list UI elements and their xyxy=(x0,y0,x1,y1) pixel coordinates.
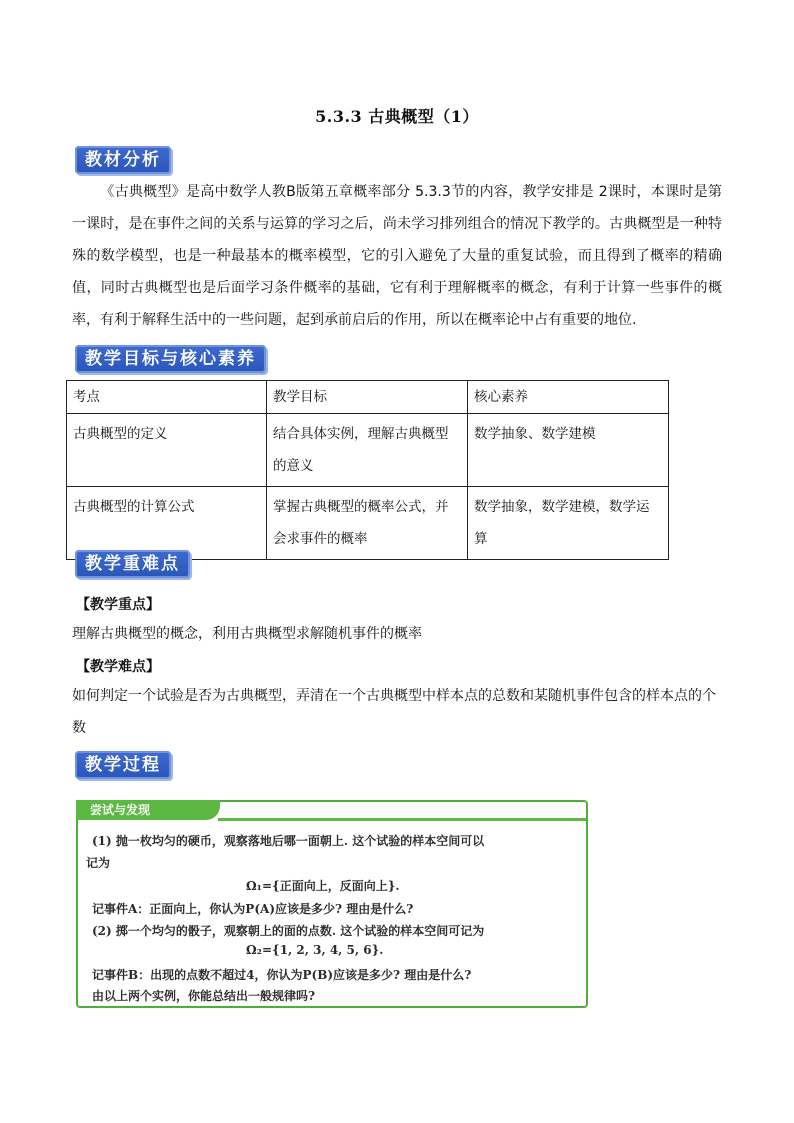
table-header-row xyxy=(67,381,669,414)
figure-text-line: 记事件B：出现的点数不超过4，你认为P(B)应该是多少? 理由是什么? xyxy=(92,968,472,982)
table-header-cell: 核心素养 xyxy=(468,381,669,414)
table-header-cell: 教学目标 xyxy=(267,381,468,414)
figure-text-line: 记事件A：正面向上，你认为P(A)应该是多少? 理由是什么? xyxy=(92,902,414,916)
figure-text-line: 记为 xyxy=(86,856,111,870)
key-point-label: 【教学重点】 xyxy=(76,597,160,613)
analysis-paragraph xyxy=(72,176,722,336)
table-header-cell: 考点 xyxy=(67,381,267,414)
difficult-point-label: 【教学难点】 xyxy=(76,659,160,675)
section-heading-analysis: 教材分析 xyxy=(75,146,171,174)
table-row xyxy=(67,414,669,487)
table-cell: 古典概型的计算公式 xyxy=(67,487,267,560)
table-cell: 结合具体实例，理解古典概型的意义 xyxy=(267,414,468,487)
table-row xyxy=(67,487,669,560)
section-heading-goals: 教学目标与核心素养 xyxy=(75,345,266,373)
table-cell: 古典概型的定义 xyxy=(67,414,267,487)
figure-text-line: (2) 掷一个均匀的骰子，观察朝上的面的点数. 这个试验的样本空间可记为 xyxy=(92,924,485,938)
figure-text-line: 由以上两个实例，你能总结出一般规律吗? xyxy=(92,989,316,1003)
table-cell: 数学抽象，数学建模，数学运算 xyxy=(468,487,669,560)
figure-tab-label: 尝试与发现 xyxy=(76,800,220,820)
key-point-text: 理解古典概型的概念，利用古典概型求解随机事件的概率 xyxy=(72,626,422,642)
figure-tab-divider xyxy=(218,818,586,821)
figure-text-line: (1) 抛一枚均匀的硬币，观察落地后哪一面朝上. 这个试验的样本空间可以 xyxy=(92,834,485,848)
section-heading-keypoints: 教学重难点 xyxy=(75,550,190,578)
page-title: 5.3.3 古典概型（1） xyxy=(315,107,479,126)
table-cell: 掌握古典概型的概率公式，并会求事件的概率 xyxy=(267,487,468,560)
analysis-text: 《古典概型》是高中数学人教B版第五章概率部分 5.3.3节的内容，教学安排是 2课时，本课时是第一课时，是在事件之间的关系与运算的学习之后，尚未学习排列组合的情况下教学的。古典概型是一种特殊的数学模型，也是一种最基本的概率模型，它的引入避免了大量的重复试验，而且得到了概率的精确值，同时古典概型也是后面学习条件概率的基础，它有利于理解概率的概念，有利于计算一些事件的概率，有利于解释生活中的一些问题，起到承前启后的作用，所以在概率论中占有重要的地位. xyxy=(72,184,722,328)
figure-formula-line: Ω₁={正面向上，反面向上}. xyxy=(246,879,400,893)
section-heading-process: 教学过程 xyxy=(75,751,171,779)
table-cell: 数学抽象、数学建模 xyxy=(468,414,669,487)
goals-table xyxy=(66,380,669,560)
textbook-excerpt-figure xyxy=(76,800,588,1008)
difficult-point-text: 如何判定一个试验是否为古典概型，弄清在一个古典概型中样本点的总数和某随机事件包含的样本点的个数 xyxy=(72,688,716,736)
figure-formula-line: Ω₂={1, 2, 3, 4, 5, 6}. xyxy=(246,943,384,957)
